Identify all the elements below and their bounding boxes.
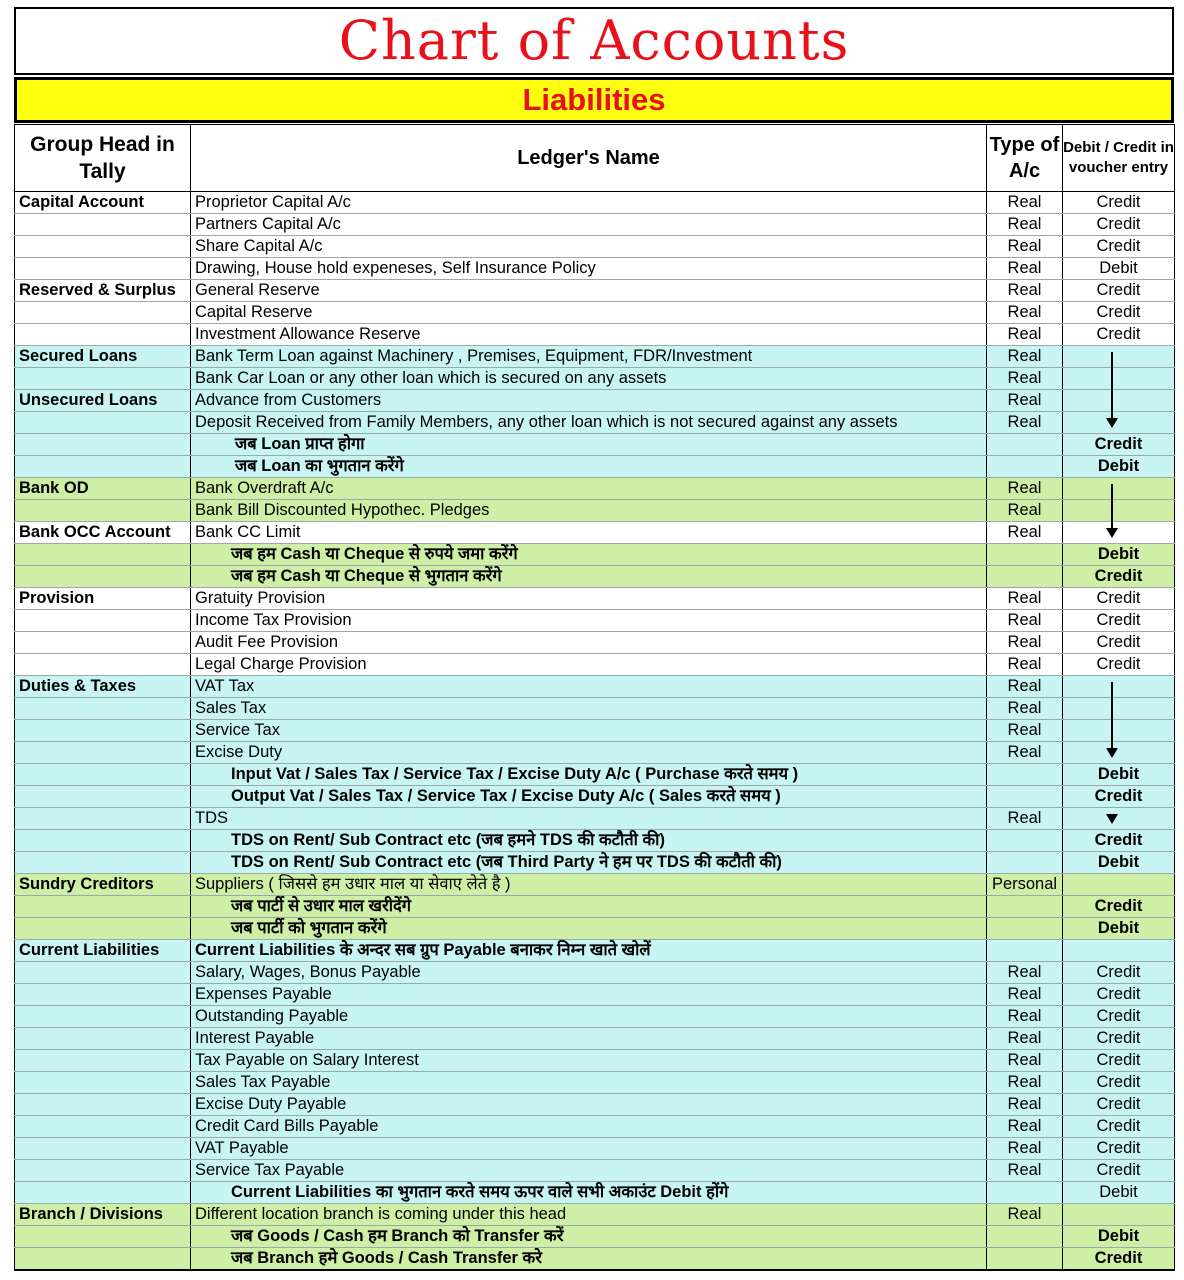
ledger-name-cell: Advance from Customers bbox=[191, 390, 987, 412]
ledger-name-cell: VAT Tax bbox=[191, 676, 987, 698]
header-type: Type of A/c bbox=[987, 125, 1063, 192]
ledger-name-cell: General Reserve bbox=[191, 280, 987, 302]
ledger-name-cell: Sales Tax bbox=[191, 698, 987, 720]
table-header-row bbox=[15, 125, 1175, 192]
debit-credit-cell: Credit bbox=[1063, 896, 1175, 918]
type-cell bbox=[987, 764, 1063, 786]
ledger-name-cell: जब Branch हमे Goods / Cash Transfer करे bbox=[191, 1248, 987, 1271]
group-head-cell bbox=[15, 698, 191, 720]
ledger-name-cell: Bank CC Limit bbox=[191, 522, 987, 544]
table-row bbox=[15, 1006, 1175, 1028]
type-cell: Real bbox=[987, 192, 1063, 214]
ledger-name-cell: Excise Duty Payable bbox=[191, 1094, 987, 1116]
ledger-name-cell: Service Tax bbox=[191, 720, 987, 742]
debit-credit-cell: Debit bbox=[1063, 258, 1175, 280]
table-row bbox=[15, 764, 1175, 786]
group-head-cell bbox=[15, 1248, 191, 1271]
ledger-name-cell: TDS on Rent/ Sub Contract etc (जब Third Party ने हम पर TDS की कटौती की) bbox=[191, 852, 987, 874]
group-head-cell bbox=[15, 764, 191, 786]
debit-credit-cell: Credit bbox=[1063, 1072, 1175, 1094]
table-row bbox=[15, 940, 1175, 962]
ledger-name-cell: Expenses Payable bbox=[191, 984, 987, 1006]
type-cell: Real bbox=[987, 632, 1063, 654]
group-head-cell bbox=[15, 544, 191, 566]
ledger-name-cell: Output Vat / Sales Tax / Service Tax / Excise Duty A/c ( Sales करते समय ) bbox=[191, 786, 987, 808]
header-debit-credit: Debit / Credit in voucher entry bbox=[1063, 125, 1175, 192]
ledger-name-cell: Proprietor Capital A/c bbox=[191, 192, 987, 214]
down-arrow-icon bbox=[1111, 814, 1113, 822]
debit-credit-cell: Credit bbox=[1063, 302, 1175, 324]
type-cell bbox=[987, 434, 1063, 456]
accounts-table bbox=[14, 124, 1175, 1271]
group-head-cell bbox=[15, 720, 191, 742]
debit-credit-cell: Credit bbox=[1063, 786, 1175, 808]
type-cell: Real bbox=[987, 588, 1063, 610]
group-head-cell: Secured Loans bbox=[15, 346, 191, 368]
type-cell: Real bbox=[987, 324, 1063, 346]
ledger-name-cell: जब पार्टी से उधार माल खरीदेंगे bbox=[191, 896, 987, 918]
type-cell: Real bbox=[987, 1072, 1063, 1094]
ledger-name-cell: Tax Payable on Salary Interest bbox=[191, 1050, 987, 1072]
debit-credit-cell: Credit bbox=[1063, 984, 1175, 1006]
debit-credit-cell: Credit bbox=[1063, 654, 1175, 676]
ledger-name-cell: TDS bbox=[191, 808, 987, 830]
ledger-name-cell: जब Goods / Cash हम Branch को Transfer करें bbox=[191, 1226, 987, 1248]
type-cell: Real bbox=[987, 808, 1063, 830]
group-head-cell bbox=[15, 654, 191, 676]
ledger-name-cell: TDS on Rent/ Sub Contract etc (जब हमने TDS की कटौती की) bbox=[191, 830, 987, 852]
group-head-cell bbox=[15, 852, 191, 874]
ledger-name-cell: Interest Payable bbox=[191, 1028, 987, 1050]
group-head-cell: Current Liabilities bbox=[15, 940, 191, 962]
table-row bbox=[15, 830, 1175, 852]
type-cell bbox=[987, 786, 1063, 808]
title-banner bbox=[14, 7, 1174, 75]
debit-credit-cell: Credit bbox=[1063, 1160, 1175, 1182]
type-cell: Real bbox=[987, 1028, 1063, 1050]
debit-credit-cell: Credit bbox=[1063, 192, 1175, 214]
type-cell: Real bbox=[987, 698, 1063, 720]
ledger-name-cell: VAT Payable bbox=[191, 1138, 987, 1160]
group-head-cell bbox=[15, 786, 191, 808]
group-head-cell bbox=[15, 918, 191, 940]
table-row bbox=[15, 588, 1175, 610]
table-row bbox=[15, 1028, 1175, 1050]
debit-credit-cell bbox=[1063, 720, 1175, 742]
type-cell: Real bbox=[987, 984, 1063, 1006]
table-row bbox=[15, 1160, 1175, 1182]
debit-credit-cell bbox=[1063, 500, 1175, 522]
ledger-name-cell: जब Loan प्राप्त होगा bbox=[191, 434, 987, 456]
table-row bbox=[15, 192, 1175, 214]
ledger-name-cell: जब हम Cash या Cheque से भुगतान करेंगे bbox=[191, 566, 987, 588]
debit-credit-cell: Debit bbox=[1063, 544, 1175, 566]
table-row bbox=[15, 918, 1175, 940]
debit-credit-cell: Credit bbox=[1063, 434, 1175, 456]
ledger-name-cell: Different location branch is coming under this head bbox=[191, 1204, 987, 1226]
type-cell: Real bbox=[987, 368, 1063, 390]
type-cell bbox=[987, 940, 1063, 962]
table-row bbox=[15, 236, 1175, 258]
table-row bbox=[15, 786, 1175, 808]
group-head-cell bbox=[15, 1226, 191, 1248]
debit-credit-cell: Credit bbox=[1063, 566, 1175, 588]
table-row bbox=[15, 258, 1175, 280]
group-head-cell bbox=[15, 236, 191, 258]
group-head-cell bbox=[15, 324, 191, 346]
type-cell: Real bbox=[987, 610, 1063, 632]
debit-credit-cell: Credit bbox=[1063, 236, 1175, 258]
group-head-cell: Capital Account bbox=[15, 192, 191, 214]
group-head-cell bbox=[15, 258, 191, 280]
ledger-name-cell: Deposit Received from Family Members, any other loan which is not secured against any assets bbox=[191, 412, 987, 434]
ledger-name-cell: Legal Charge Provision bbox=[191, 654, 987, 676]
group-head-cell bbox=[15, 632, 191, 654]
type-cell bbox=[987, 1226, 1063, 1248]
group-head-cell bbox=[15, 1094, 191, 1116]
table-row bbox=[15, 1050, 1175, 1072]
debit-credit-cell: Credit bbox=[1063, 962, 1175, 984]
ledger-name-cell: Sales Tax Payable bbox=[191, 1072, 987, 1094]
table-row bbox=[15, 324, 1175, 346]
group-head-cell: Bank OD bbox=[15, 478, 191, 500]
debit-credit-cell: Credit bbox=[1063, 830, 1175, 852]
group-head-cell bbox=[15, 742, 191, 764]
table-row bbox=[15, 544, 1175, 566]
group-head-cell bbox=[15, 302, 191, 324]
table-row bbox=[15, 412, 1175, 434]
debit-credit-cell bbox=[1063, 390, 1175, 412]
type-cell: Real bbox=[987, 1116, 1063, 1138]
group-head-cell bbox=[15, 214, 191, 236]
table-row bbox=[15, 874, 1175, 896]
type-cell: Real bbox=[987, 236, 1063, 258]
type-cell: Real bbox=[987, 1138, 1063, 1160]
debit-credit-cell: Debit bbox=[1063, 852, 1175, 874]
table-row bbox=[15, 390, 1175, 412]
type-cell bbox=[987, 918, 1063, 940]
group-head-cell: Branch / Divisions bbox=[15, 1204, 191, 1226]
debit-credit-cell: Credit bbox=[1063, 1116, 1175, 1138]
ledger-name-cell: Partners Capital A/c bbox=[191, 214, 987, 236]
header-group-head: Group Head in Tally bbox=[15, 125, 191, 192]
type-cell: Real bbox=[987, 478, 1063, 500]
header-ledger-name: Ledger's Name bbox=[191, 125, 987, 192]
group-head-cell bbox=[15, 1116, 191, 1138]
type-cell bbox=[987, 1248, 1063, 1271]
debit-credit-cell bbox=[1063, 874, 1175, 896]
chart-sheet bbox=[14, 7, 1174, 1271]
table-row bbox=[15, 852, 1175, 874]
type-cell: Real bbox=[987, 1006, 1063, 1028]
group-head-cell bbox=[15, 610, 191, 632]
type-cell: Real bbox=[987, 302, 1063, 324]
group-head-cell bbox=[15, 456, 191, 478]
debit-credit-cell: Debit bbox=[1063, 456, 1175, 478]
debit-credit-cell: Credit bbox=[1063, 1050, 1175, 1072]
type-cell bbox=[987, 896, 1063, 918]
ledger-name-cell: Gratuity Provision bbox=[191, 588, 987, 610]
debit-credit-cell: Credit bbox=[1063, 1248, 1175, 1271]
ledger-name-cell: Bank Term Loan against Machinery , Premises, Equipment, FDR/Investment bbox=[191, 346, 987, 368]
debit-credit-cell: Debit bbox=[1063, 764, 1175, 786]
type-cell: Real bbox=[987, 720, 1063, 742]
group-head-cell: Sundry Creditors bbox=[15, 874, 191, 896]
type-cell bbox=[987, 456, 1063, 478]
table-row bbox=[15, 720, 1175, 742]
debit-credit-cell: Credit bbox=[1063, 610, 1175, 632]
table-row bbox=[15, 1072, 1175, 1094]
type-cell: Real bbox=[987, 1160, 1063, 1182]
down-arrow-icon bbox=[1111, 352, 1113, 426]
table-row bbox=[15, 214, 1175, 236]
ledger-name-cell: Current Liabilities के अन्दर सब ग्रुप Payable बनाकर निम्न खाते खोलें bbox=[191, 940, 987, 962]
table-row bbox=[15, 654, 1175, 676]
down-arrow-icon bbox=[1111, 682, 1113, 756]
debit-credit-cell bbox=[1063, 346, 1175, 368]
group-head-cell bbox=[15, 984, 191, 1006]
group-head-cell bbox=[15, 896, 191, 918]
type-cell: Real bbox=[987, 280, 1063, 302]
debit-credit-cell: Credit bbox=[1063, 588, 1175, 610]
table-row bbox=[15, 962, 1175, 984]
group-head-cell: Provision bbox=[15, 588, 191, 610]
type-cell: Real bbox=[987, 522, 1063, 544]
group-head-cell: Duties & Taxes bbox=[15, 676, 191, 698]
debit-credit-cell bbox=[1063, 412, 1175, 434]
type-cell: Real bbox=[987, 390, 1063, 412]
ledger-name-cell: Excise Duty bbox=[191, 742, 987, 764]
group-head-cell: Bank OCC Account bbox=[15, 522, 191, 544]
debit-credit-cell bbox=[1063, 742, 1175, 764]
group-head-cell: Unsecured Loans bbox=[15, 390, 191, 412]
debit-credit-cell: Credit bbox=[1063, 1094, 1175, 1116]
group-head-cell bbox=[15, 1006, 191, 1028]
table-row bbox=[15, 984, 1175, 1006]
ledger-name-cell: Capital Reserve bbox=[191, 302, 987, 324]
table-row bbox=[15, 1138, 1175, 1160]
group-head-cell bbox=[15, 1160, 191, 1182]
table-row bbox=[15, 1248, 1175, 1271]
group-head-cell bbox=[15, 1138, 191, 1160]
debit-credit-cell bbox=[1063, 676, 1175, 698]
debit-credit-cell: Debit bbox=[1063, 1226, 1175, 1248]
group-head-cell bbox=[15, 808, 191, 830]
table-row bbox=[15, 1204, 1175, 1226]
ledger-name-cell: Salary, Wages, Bonus Payable bbox=[191, 962, 987, 984]
type-cell: Real bbox=[987, 1204, 1063, 1226]
group-head-cell bbox=[15, 1050, 191, 1072]
section-banner bbox=[14, 77, 1174, 123]
debit-credit-cell: Credit bbox=[1063, 632, 1175, 654]
ledger-name-cell: जब हम Cash या Cheque से रुपये जमा करेंगे bbox=[191, 544, 987, 566]
table-row bbox=[15, 434, 1175, 456]
debit-credit-cell bbox=[1063, 522, 1175, 544]
type-cell: Real bbox=[987, 214, 1063, 236]
debit-credit-cell: Credit bbox=[1063, 1138, 1175, 1160]
type-cell bbox=[987, 830, 1063, 852]
page-title: Chart of Accounts bbox=[338, 9, 850, 72]
group-head-cell bbox=[15, 368, 191, 390]
debit-credit-cell bbox=[1063, 1204, 1175, 1226]
table-row bbox=[15, 1094, 1175, 1116]
group-head-cell bbox=[15, 412, 191, 434]
type-cell: Real bbox=[987, 962, 1063, 984]
ledger-name-cell: Bank Overdraft A/c bbox=[191, 478, 987, 500]
type-cell: Real bbox=[987, 500, 1063, 522]
ledger-name-cell: जब Loan का भुगतान करेंगे bbox=[191, 456, 987, 478]
debit-credit-cell bbox=[1063, 368, 1175, 390]
group-head-cell bbox=[15, 500, 191, 522]
ledger-name-cell: Investment Allowance Reserve bbox=[191, 324, 987, 346]
section-title: Liabilities bbox=[522, 82, 666, 117]
table-row bbox=[15, 896, 1175, 918]
type-cell: Real bbox=[987, 654, 1063, 676]
type-cell: Personal bbox=[987, 874, 1063, 896]
debit-credit-cell: Debit bbox=[1063, 918, 1175, 940]
debit-credit-cell: Credit bbox=[1063, 1028, 1175, 1050]
type-cell: Real bbox=[987, 676, 1063, 698]
table-row bbox=[15, 742, 1175, 764]
debit-credit-cell bbox=[1063, 808, 1175, 830]
table-row bbox=[15, 500, 1175, 522]
ledger-name-cell: Share Capital A/c bbox=[191, 236, 987, 258]
table-row bbox=[15, 368, 1175, 390]
type-cell bbox=[987, 544, 1063, 566]
table-row bbox=[15, 808, 1175, 830]
group-head-cell bbox=[15, 434, 191, 456]
ledger-name-cell: Bank Bill Discounted Hypothec. Pledges bbox=[191, 500, 987, 522]
ledger-name-cell: Bank Car Loan or any other loan which is secured on any assets bbox=[191, 368, 987, 390]
debit-credit-cell: Credit bbox=[1063, 1006, 1175, 1028]
down-arrow-icon bbox=[1111, 484, 1113, 536]
debit-credit-cell: Credit bbox=[1063, 280, 1175, 302]
table-row bbox=[15, 302, 1175, 324]
type-cell bbox=[987, 852, 1063, 874]
table-row bbox=[15, 1116, 1175, 1138]
table-row bbox=[15, 522, 1175, 544]
type-cell: Real bbox=[987, 1050, 1063, 1072]
type-cell: Real bbox=[987, 346, 1063, 368]
group-head-cell bbox=[15, 1072, 191, 1094]
debit-credit-cell bbox=[1063, 698, 1175, 720]
table-body bbox=[15, 192, 1175, 1271]
table-row bbox=[15, 566, 1175, 588]
ledger-name-cell: Credit Card Bills Payable bbox=[191, 1116, 987, 1138]
ledger-name-cell: Audit Fee Provision bbox=[191, 632, 987, 654]
ledger-name-cell: जब पार्टी को भुगतान करेंगे bbox=[191, 918, 987, 940]
ledger-name-cell: Outstanding Payable bbox=[191, 1006, 987, 1028]
group-head-cell: Reserved & Surplus bbox=[15, 280, 191, 302]
group-head-cell bbox=[15, 962, 191, 984]
type-cell: Real bbox=[987, 1094, 1063, 1116]
table-row bbox=[15, 280, 1175, 302]
ledger-name-cell: Income Tax Provision bbox=[191, 610, 987, 632]
ledger-name-cell: Drawing, House hold expeneses, Self Insurance Policy bbox=[191, 258, 987, 280]
table-row bbox=[15, 610, 1175, 632]
group-head-cell bbox=[15, 1028, 191, 1050]
type-cell bbox=[987, 566, 1063, 588]
type-cell: Real bbox=[987, 412, 1063, 434]
table-row bbox=[15, 1182, 1175, 1204]
table-row bbox=[15, 346, 1175, 368]
table-row bbox=[15, 676, 1175, 698]
table-row bbox=[15, 456, 1175, 478]
debit-credit-cell bbox=[1063, 940, 1175, 962]
table-row bbox=[15, 698, 1175, 720]
debit-credit-cell: Credit bbox=[1063, 324, 1175, 346]
table-row bbox=[15, 1226, 1175, 1248]
group-head-cell bbox=[15, 830, 191, 852]
group-head-cell bbox=[15, 566, 191, 588]
debit-credit-cell: Credit bbox=[1063, 214, 1175, 236]
group-head-cell bbox=[15, 1182, 191, 1204]
debit-credit-cell: Debit bbox=[1063, 1182, 1175, 1204]
type-cell: Real bbox=[987, 742, 1063, 764]
debit-credit-cell bbox=[1063, 478, 1175, 500]
ledger-name-cell: Input Vat / Sales Tax / Service Tax / Excise Duty A/c ( Purchase करते समय ) bbox=[191, 764, 987, 786]
ledger-name-cell: Current Liabilities का भुगतान करते समय ऊपर वाले सभी अकाउंट Debit होंगे bbox=[191, 1182, 987, 1204]
ledger-name-cell: Suppliers ( जिससे हम उधार माल या सेवाए लेते है ) bbox=[191, 874, 987, 896]
table-row bbox=[15, 632, 1175, 654]
type-cell: Real bbox=[987, 258, 1063, 280]
ledger-name-cell: Service Tax Payable bbox=[191, 1160, 987, 1182]
type-cell bbox=[987, 1182, 1063, 1204]
table-row bbox=[15, 478, 1175, 500]
